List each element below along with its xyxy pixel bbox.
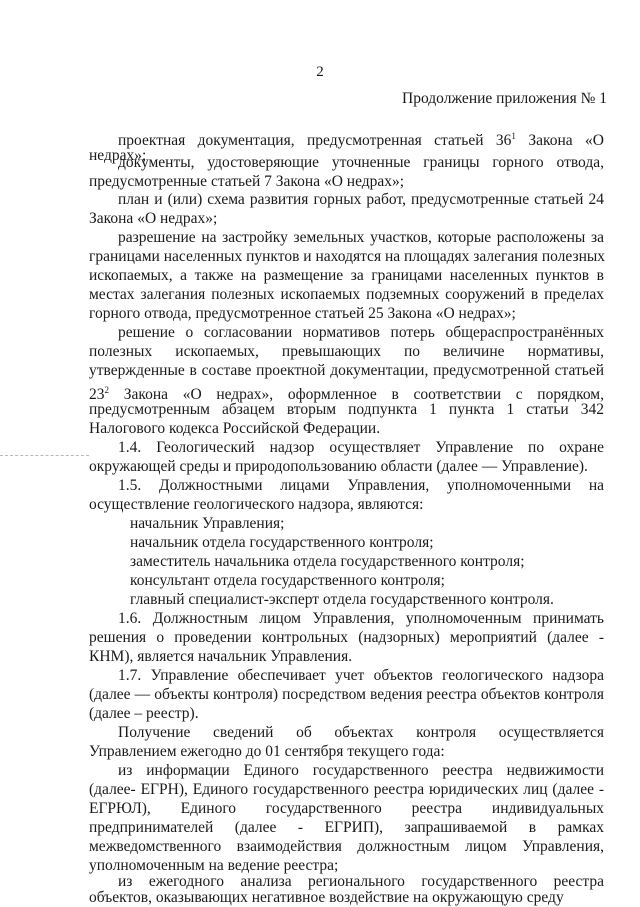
- text-line: проектная документация, предусмотренная статьей $36^1$ Закона «О: [118, 131, 604, 149]
- text-line: горного отвода, предусмотренное статьей 25 Закона «О недрах»;: [89, 305, 516, 322]
- text-line: документы, удостоверяющие уточненные границы горного отвода,: [118, 154, 604, 171]
- text-line: Управлением ежегодно до 01 сентября текущего года:: [89, 743, 445, 760]
- text-line: окружающей среды и природопользованию области (далее — Управление).: [89, 458, 588, 475]
- text-line: начальник отдела государственного контроля;: [130, 534, 434, 551]
- text-line: уполномоченным на ведение реестра;: [89, 857, 339, 874]
- text-line: предусмотренные статьей 7 Закона «О недрах»;: [89, 173, 405, 190]
- text-line: начальник Управления;: [130, 515, 285, 532]
- text-line: консультант отдела государственного контроля;: [130, 572, 445, 589]
- text-line: 1.4. Геологический надзор осуществляет Управление по охране: [118, 439, 604, 456]
- continuation-label: Продолжение приложения № 1: [402, 90, 607, 107]
- text-line: из ежегодного анализа регионального государственного реестра: [118, 873, 604, 890]
- text-line: разрешение на застройку земельных участков, которые расположены за: [118, 229, 604, 246]
- text-line: 1.6. Должностным лицом Управления, уполномоченным принимать: [118, 610, 604, 627]
- text-line: (далее — объекты контроля) посредством ведения реестра объектов контроля: [89, 686, 604, 703]
- text-line: недрах»;: [89, 147, 147, 164]
- text-line: $23^2$ Закона «О недрах», оформленное в соответствии с порядком,: [89, 385, 604, 403]
- text-line: главный специалист-эксперт отдела государственного контроля.: [130, 591, 554, 608]
- text-line: 1.5. Должностными лицами Управления, уполномоченными на: [118, 477, 604, 494]
- text-line: предпринимателей (далее - ЕГРИП), запрашиваемой в рамках: [89, 819, 604, 836]
- page-number: 2: [316, 64, 324, 80]
- text-line: Налогового кодекса Российской Федерации.: [89, 420, 381, 437]
- text-line: границами населенных пунктов и находятся на площадях залегания полезных: [89, 248, 606, 265]
- scan-artifact-line: [0, 455, 89, 456]
- text-line: КНМ), является начальник Управления.: [89, 648, 353, 665]
- text-line: Закона «О недрах»;: [89, 210, 218, 227]
- text-line: из информации Единого государственного реестра недвижимости: [118, 762, 604, 779]
- text-line: заместитель начальника отдела государственного контроля;: [130, 553, 525, 570]
- text-line: решения о проведении контрольных (надзорных) мероприятий (далее -: [89, 629, 604, 646]
- text-line: объектов, оказывающих негативное воздействие на окружающую среду: [89, 889, 564, 906]
- text-line: ископаемых, а также на размещение за границами населенных пунктов в: [89, 267, 604, 284]
- text-line: решение о согласовании нормативов потерь общераспространённых: [118, 324, 604, 341]
- text-line: утвержденные в составе проектной документации, предусмотренной статьей: [89, 362, 604, 379]
- text-line: (далее- ЕГРН), Единого государственного реестра юридических лиц (далее -: [89, 781, 604, 798]
- text-line: (далее – реестр).: [89, 705, 199, 722]
- text-line: полезных ископаемых, превышающих по величине нормативы,: [89, 343, 604, 360]
- text-line: 1.7. Управление обеспечивает учет объектов геологического надзора: [118, 667, 604, 684]
- text-line: предусмотренным абзацем вторым подпункта 1 пункта 1 статьи 342: [89, 401, 604, 418]
- text-line: осуществление геологического надзора, являются:: [89, 496, 424, 513]
- text-line: местах залегания полезных ископаемых подземных сооружений в пределах: [89, 286, 604, 303]
- text-line: межведомственного взаимодействия должностным лицом Управления,: [89, 838, 604, 855]
- text-line: Получение сведений об объектах контроля осуществляется: [118, 724, 604, 741]
- text-line: ЕГРЮЛ), Единого государственного реестра индивидуальных: [89, 800, 604, 817]
- text-line: план и (или) схема развития горных работ, предусмотренные статьей 24: [118, 191, 604, 208]
